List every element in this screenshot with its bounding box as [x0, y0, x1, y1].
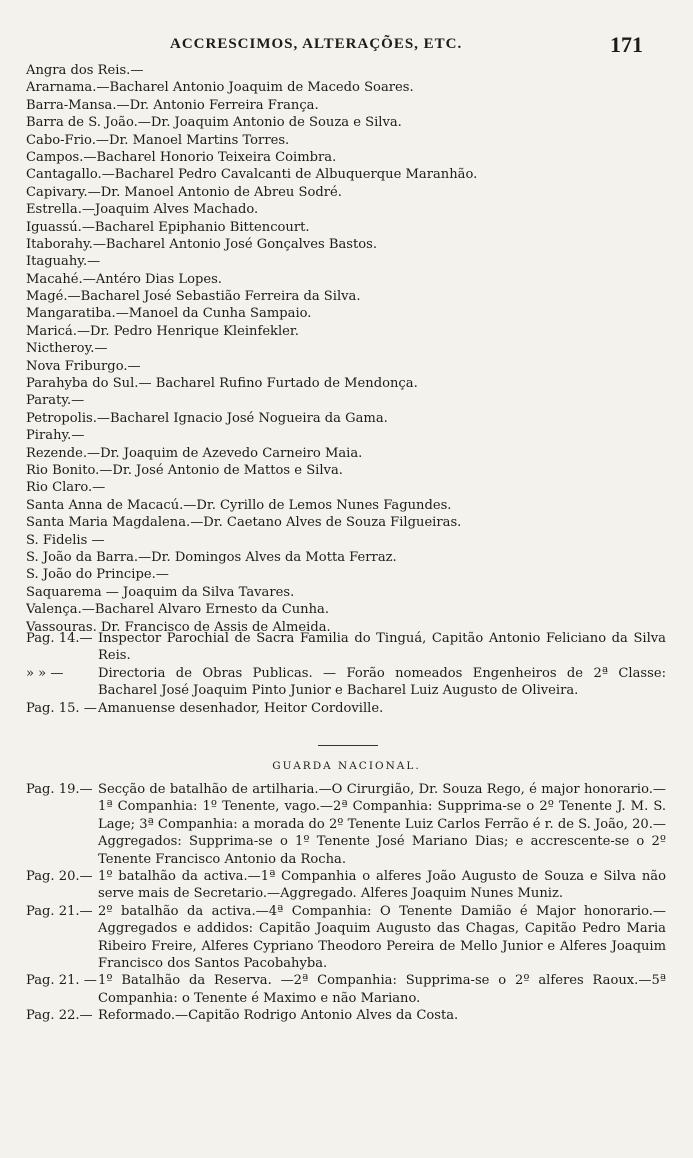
section-heading: GUARDA NACIONAL. — [272, 760, 421, 772]
page-header — [0, 32, 693, 58]
municipality-list — [26, 62, 666, 636]
list-item: Pirahy.— — [26, 428, 85, 444]
entry-text: Directoria de Obras Publicas. — Forão nomeados Engenheiros de 2ª Classe: Bacharel José Joaquim Pinto Junior e Bacharel Luiz Augusto de Oliveira. — [98, 665, 666, 699]
list-item: Barra de S. João.—Dr. Joaquim Antonio de Souza e Silva. — [26, 115, 402, 131]
list-item: Santa Anna de Macacú.—Dr. Cyrillo de Lemos Nunes Fagundes. — [26, 497, 452, 513]
list-item: S. Fidelis — — [26, 532, 105, 548]
entry-label: Pag. 20.— — [26, 869, 93, 885]
entry-label: Pag. 21. — — [26, 973, 97, 989]
entry-text: Reformado.—Capitão Rodrigo Antonio Alves da Costa. — [98, 1008, 459, 1024]
entry-text: Secção de batalhão de artilharia.—O Cirurgião, Dr. Souza Rego, é major honorario.—1ª Companhia: 1º Tenente, vago.—2ª Companhia: Supprima-se o 2º Tenente J. M. S. Lage; 3ª Companhia: a morada do 2º Tenente Luiz Carlos Ferrão é r. de S. João, 20.—Aggregados: Supprima-se o 1º Tenente José Mariano Dias; e accrescente-se o 2º Tenente Francisco Antonio da Rocha. — [98, 782, 667, 867]
entry-text: Inspector Parochial de Sacra Familia do Tinguá, Capitão Antonio Feliciano da Silva Reis. — [98, 631, 666, 664]
reference-entry — [26, 868, 666, 903]
list-item: S. João da Barra.—Dr. Domingos Alves da Motta Ferraz. — [26, 549, 397, 565]
entry-label: Pag. 14.— — [26, 631, 93, 646]
reference-entry — [26, 665, 666, 700]
list-item: Magé.—Bacharel José Sebastião Ferreira da Silva. — [26, 289, 361, 305]
entry-label: Pag. 21.— — [26, 903, 93, 919]
list-item: Cabo-Frio.—Dr. Manoel Martins Torres. — [26, 132, 290, 148]
reference-entry — [26, 903, 666, 973]
list-item: Estrella.—Joaquim Alves Machado. — [26, 202, 259, 218]
entry-text: 1º Batalhão da Reserva. —2ª Companhia: Supprima-se o 2º alferes Raoux.—5ª Companhia: o Tenente é Maximo e não Mariano. — [98, 973, 666, 1006]
list-item: Rio Claro.— — [26, 480, 106, 496]
running-head: ACCRESCIMOS, ALTERAÇÕES, ETC. — [170, 36, 463, 52]
entry-label: Pag. 22.— — [26, 1008, 93, 1024]
reference-entry — [26, 700, 666, 717]
list-item: Campos.—Bacharel Honorio Teixeira Coimbra. — [26, 149, 337, 165]
list-item: Maricá.—Dr. Pedro Henrique Kleinfekler. — [26, 323, 299, 339]
entry-text: 1º batalhão da activa.—1ª Companhia o alferes João Augusto de Souza e Silva não serve mais de Secretario.—Aggregado. Alferes Joaquim Nunes Muniz. — [98, 869, 666, 902]
list-item: Santa Maria Magdalena.—Dr. Caetano Alves de Souza Filgueiras. — [26, 515, 462, 531]
list-item: Mangaratiba.—Manoel da Cunha Sampaio. — [26, 306, 312, 322]
list-item: Paraty.— — [26, 393, 85, 409]
reference-entry — [26, 972, 666, 1007]
list-item: Parahyba do Sul.— Bacharel Rufino Furtado de Mendonça. — [26, 376, 418, 392]
entry-label: Pag. 15. — — [26, 700, 97, 716]
entry-label: Pag. 19.— — [26, 782, 93, 797]
list-item: Angra dos Reis.— — [26, 63, 144, 78]
list-item: S. João do Principe.— — [26, 567, 169, 583]
list-item: Macahé.—Antéro Dias Lopes. — [26, 271, 222, 287]
entry-text: Amanuense desenhador, Heitor Cordoville. — [98, 700, 384, 716]
list-item: Rezende.—Dr. Joaquim de Azevedo Carneiro Maia. — [26, 445, 363, 461]
list-item: Rio Bonito.—Dr. José Antonio de Mattos e Silva. — [26, 462, 343, 478]
list-item: Valença.—Bacharel Alvaro Ernesto da Cunha. — [26, 602, 329, 618]
reference-entry — [26, 1007, 666, 1024]
list-item: Iguassú.—Bacharel Epiphanio Bittencourt. — [26, 219, 310, 235]
list-item: Nictheroy.— — [26, 341, 108, 357]
list-item: Ararnama.—Bacharel Antonio Joaquim de Macedo Soares. — [26, 80, 414, 96]
list-item: Cantagallo.—Bacharel Pedro Cavalcanti de Albuquerque Maranhão. — [26, 167, 478, 183]
list-item: Nova Friburgo.— — [26, 358, 141, 374]
page-number: 171 — [610, 32, 643, 57]
section-divider — [318, 745, 378, 746]
page-references-bottom — [26, 781, 666, 1025]
list-item: Vassouras. Dr. Francisco de Assis de Almeida. — [26, 619, 331, 635]
list-item: Itaborahy.—Bacharel Antonio José Gonçalves Bastos. — [26, 236, 378, 252]
list-item: Petropolis.—Bacharel Ignacio José Nogueira da Gama. — [26, 410, 388, 426]
list-item: Barra-Mansa.—Dr. Antonio Ferreira França. — [26, 97, 319, 113]
page-references-top — [26, 630, 666, 717]
reference-entry — [26, 630, 666, 665]
list-item: Saquarema — Joaquim da Silva Tavares. — [26, 584, 295, 600]
entry-label: » » — — [26, 665, 64, 681]
entry-text: 2º batalhão da activa.—4ª Companhia: O Tenente Damião é Major honorario.—Aggregados e addidos: Capitão Joaquim Augusto das Chagas, Capitão Pedro Maria Ribeiro Freire, Alferes Cypriano Theodoro Pereira de Mello Junior e Alferes Joaquim Francisco dos Santos Pacobahyba. — [98, 903, 666, 972]
list-item: Capivary.—Dr. Manoel Antonio de Abreu Sodré. — [26, 184, 342, 200]
reference-entry — [26, 781, 666, 868]
list-item: Itaguahy.— — [26, 254, 101, 270]
